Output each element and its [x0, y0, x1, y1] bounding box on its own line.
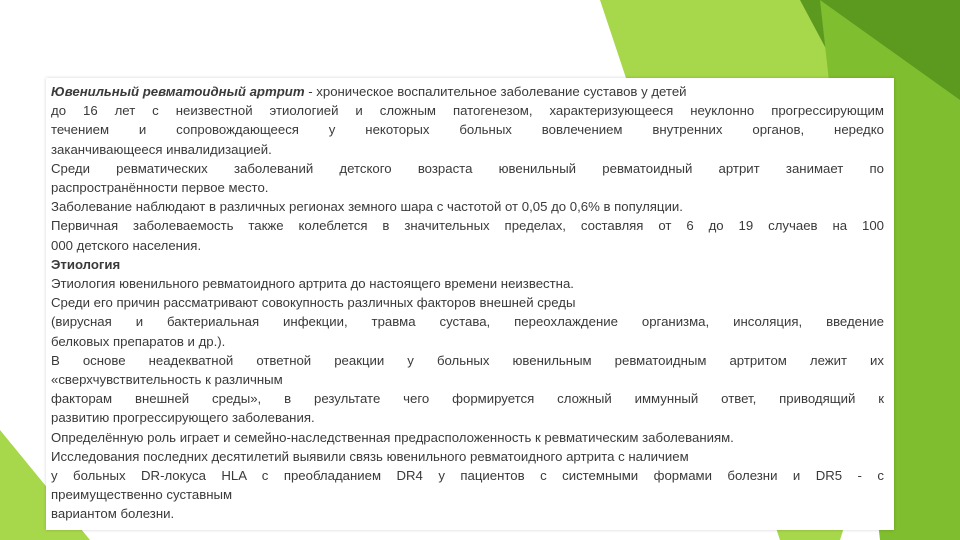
text-line [51, 351, 884, 370]
text-line [51, 408, 884, 427]
text-line [51, 255, 884, 274]
text-segment: заканчивающееся инвалидизацией. [51, 141, 272, 157]
text-line [51, 504, 884, 523]
text-segment: Определённую роль играет и семейно-наследственная предрасположенность к ревматическим заболеваниям. [51, 429, 734, 445]
text-segment: (вирусная и бактериальная инфекции, травма сустава, переохлаждение организма, инсоляция, введение [51, 314, 884, 330]
text-segment: - хроническое воспалительное заболевание суставов у детей [304, 84, 687, 99]
text-line [51, 389, 884, 408]
document-body [51, 82, 884, 524]
text-line [51, 485, 884, 504]
text-segment: у больных DR-локуса HLA с преобладанием DR4 у пациентов с системными формами болезни и DR5 - с [51, 468, 884, 484]
text-line [51, 332, 884, 351]
text-segment: 000 детского населения. [51, 237, 202, 253]
text-line [51, 159, 884, 178]
text-segment: Заболевание наблюдают в различных регионах земного шара с частотой от 0,05 до 0,6% в популяции. [51, 199, 683, 215]
text-line [51, 216, 884, 235]
text-segment: преимущественно суставным [51, 487, 233, 503]
emphasized-text: Ювенильный ревматоидный артрит [51, 84, 305, 99]
text-line [51, 312, 884, 331]
text-segment: Среди его причин рассматривают совокупность различных факторов внешней среды [51, 295, 576, 311]
text-segment: белковых препаратов и др.). [51, 333, 226, 349]
text-line [51, 447, 884, 466]
text-segment: вариантом болезни. [51, 506, 175, 522]
text-segment: «сверхчувствительность к различным [51, 372, 283, 388]
text-segment: течением и сопровождающееся у некоторых больных вовлечением внутренних органов, нередко [51, 122, 884, 138]
text-line [51, 274, 884, 293]
text-line [51, 293, 884, 312]
text-line [51, 428, 884, 447]
text-line [51, 120, 884, 139]
text-line [51, 466, 884, 485]
text-segment: В основе неадекватной ответной реакции у больных ювенильным ревматоидным артритом лежит их [51, 352, 884, 368]
text-line [51, 82, 884, 101]
text-line [51, 101, 884, 120]
text-segment: Этиология ювенильного ревматоидного артрита до настоящего времени неизвестна. [51, 276, 574, 292]
text-segment: до 16 лет с неизвестной этиологией и сложным патогенезом, характеризующееся неуклонно прогрессирующим [51, 103, 884, 119]
text-line [51, 236, 884, 255]
text-line [51, 140, 884, 159]
text-segment: Исследования последних десятилетий выявили связь ювенильного ревматоидного артрита с наличием [51, 448, 689, 464]
text-segment: Первичная заболеваемость также колеблется в значительных пределах, составляя от 6 до 19 случаев на 100 [51, 218, 884, 234]
text-segment: факторам внешней среды», в результате чего формируется сложный иммунный ответ, приводящий к [51, 391, 884, 407]
text-segment: распространённости первое место. [51, 180, 269, 196]
text-segment: развитию прогрессирующего заболевания. [51, 410, 315, 426]
text-line [51, 178, 884, 197]
emphasized-text: Этиология [51, 256, 121, 272]
text-segment: Среди ревматических заболеваний детского возраста ювенильный ревматоидный артрит занимает по [51, 160, 884, 176]
text-line [51, 197, 884, 216]
text-line [51, 370, 884, 389]
